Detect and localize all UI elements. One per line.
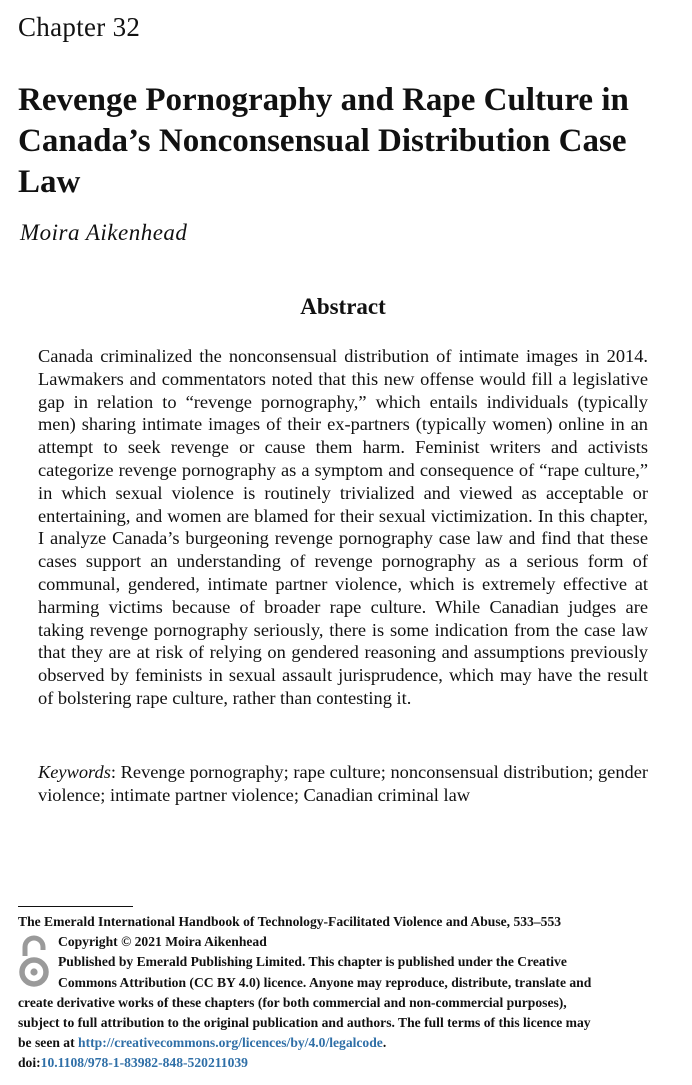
author-name: Moira Aikenhead	[20, 220, 188, 245]
license-prefix: be seen at	[18, 1035, 79, 1051]
chapter-label: Chapter 32	[18, 12, 141, 42]
keywords-text: : Revenge pornography; rape culture; nonconsensual distribution; gender violence; intimate partner violence; Canadian criminal law	[38, 762, 648, 805]
license-line-5	[18, 1033, 670, 1053]
license-line-1: Published by Emerald Publishing Limited. This chapter is published under the Creative	[58, 954, 567, 970]
abstract-body: Canada criminalized the nonconsensual distribution of intimate images in 2014. Lawmakers and commentators noted that this new offense would fill a legislative gap in relation to “revenge pornography,” which entails individuals (typically men) sharing intimate images of their ex-partners (typically women) online in an attempt to seek revenge or cause them harm. Feminist writers and activists categorize revenge pornography as a symptom and consequence of “rape culture,” in which sexual violence is routinely trivialized and viewed as acceptable or entertaining, and women are blamed for their sexual victimization. In this chapter, I analyze Canada’s burgeoning revenge pornography case law and find that these cases support an understanding of revenge pornography as a serious form of communal, gendered, intimate partner violence, which is extremely effective at harming victims because of broader rape culture. While Canadian judges are taking revenge pornography seriously, there is some indication from the case law that they are at risk of relying on gendered reasoning and assumptions previously observed by feminists in sexual assault jurisprudence, which may have the result of bolstering rape culture, rather than contesting it.	[38, 346, 648, 708]
footnote-divider	[18, 906, 133, 907]
copyright-line: Copyright © 2021 Moira Aikenhead	[58, 934, 267, 950]
doi-line	[18, 1053, 670, 1073]
abstract-heading: Abstract	[300, 294, 386, 319]
license-suffix: .	[382, 1035, 387, 1051]
license-line-4: subject to full attribution to the original publication and authors. The full terms of this licence may	[18, 1015, 591, 1031]
publication-footer	[18, 912, 670, 1074]
license-line-2: Commons Attribution (CC BY 4.0) licence. Anyone may reproduce, distribute, translate and	[58, 974, 592, 990]
doi-link[interactable]: 10.1108/978-1-83982-848-520211039	[40, 1055, 248, 1071]
keywords-label: Keywords	[38, 762, 111, 782]
book-citation: The Emerald International Handbook of Technology-Facilitated Violence and Abuse, 533–553	[18, 914, 562, 929]
chapter-title: Revenge Pornography and Rape Culture in Canada’s Nonconsensual Distribution Case Law	[18, 82, 629, 200]
doi-label: doi:	[18, 1055, 41, 1071]
license-line-3: create derivative works of these chapters (for both commercial and non-commercial purposes),	[18, 994, 567, 1010]
license-link[interactable]: http://creativecommons.org/licences/by/4.0/legalcode	[78, 1035, 383, 1051]
keywords	[38, 761, 648, 807]
